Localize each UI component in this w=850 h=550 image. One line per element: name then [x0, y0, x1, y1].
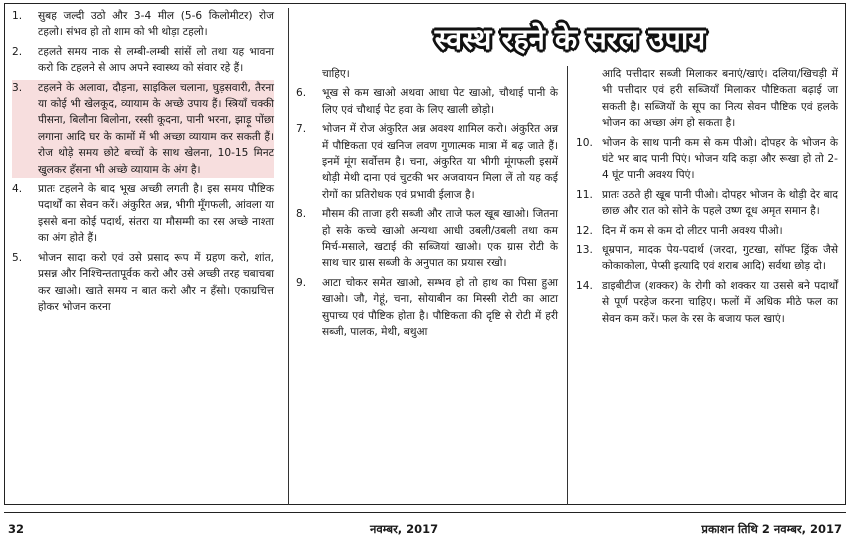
item-5-continued: चाहिए।: [322, 68, 350, 80]
list-item-3: [12, 80, 274, 178]
item-9-continued: आदि पत्तीदार सब्जी मिलाकर बनाएं/खाएं। दलिया/खिचड़ी में भी पत्तीदार एवं हरी सब्जियाँ मिलाकर पौष्टिकता बढ़ाई जा सकती है। सब्जियों के सूप का नित्य सेवन पौष्टिक एवं हलके भोजन का अच्छा अंग हो सकता है।: [602, 68, 838, 130]
page-number: 32: [8, 522, 25, 536]
list-item-4: [12, 181, 274, 247]
item-number: 3.: [12, 81, 23, 94]
item-number: 1.: [12, 10, 23, 22]
list-item-2: [12, 44, 274, 77]
item-text: आटा चोकर समेत खाओ, सम्भव हो तो हाथ का पिसा हुआ खाओ। जौ, गेहूं, चना, सोयाबीन का मिस्सी रोटी का आटा सुपाच्य एवं पौष्टिक होता है। पौष्टिकता की दृष्टि से रोटी में हरी सब्जी, पालक, मेथी, बथुआ: [322, 276, 558, 339]
item-number: 5.: [12, 251, 23, 264]
column-2: [296, 66, 558, 344]
list-item-12: [576, 223, 838, 239]
item-text: धूम्रपान, मादक पेय-पदार्थ (जरदा, गुटखा, सॉफ्ट ड्रिंक जैसे कोकाकोला, पेप्सी इत्यादि एवं शराब आदि) सर्वथा छोड़ दो।: [602, 244, 838, 273]
item-text: प्रातः उठते ही खूब पानी पीओ। दोपहर भोजन के थोड़ी देर बाद छाछ और रात को सोने के पहले उष्ण दूध अमृत समान है।: [602, 188, 838, 218]
footer-publication-date: प्रकाशन तिथि 2 नवम्बर, 2017: [701, 522, 842, 536]
item-text: भोजन में रोज अंकुरित अन्न अवश्य शामिल करो। अंकुरित अन्न में पौष्टिकता एवं खनिज लवण गुणात्मक मात्रा में बढ़ जाते हैं। इनमें मूंग सर्वोत्तम है। चना, अंकुरित या भीगी मूंगफली इसमें थोड़ी मेथी दाना एवं चुटकी भर अजवायन मिला लें तो यह कई रोगों का प्रतिरोधक एवं प्रभावी ईलाज है।: [322, 123, 558, 201]
item-text: सुबह जल्दी उठो और 3-4 मील (5-6 किलोमीटर) रोज टहलो। संभव हो तो शाम को भी थोड़ा टहलो।: [38, 10, 274, 39]
item-number: 6.: [296, 87, 307, 100]
item-text: भोजन सादा करो एवं उसे प्रसाद रूप में ग्रहण करो, शांत, प्रसन्न और निश्चिन्ततापूर्वक करो और उसे अच्छी तरह चबाचबा कर खाओ। खाते समय न बात करो और न हँसो। एकाग्रचित्त होकर भोजन करना: [38, 251, 274, 313]
list-item-14: [576, 278, 838, 327]
list-item-7: [296, 121, 558, 203]
item-text: प्रातः टहलने के बाद भूख अच्छी लगती है। इस समय पौष्टिक पदार्थों का सेवन करें। अंकुरित अन्न, भीगी मूँगफली, आंवला या इससे बना कोई पदार्थ, संतरा या मौसम्मी का रस अच्छे नाश्ता का अंग होते हैं।: [38, 183, 274, 245]
list-item-11: [576, 187, 838, 220]
column-1: [12, 8, 274, 318]
item-text: डाइबीटीज (शक्कर) के रोगी को शक्कर या उससे बने पदार्थों से पूर्ण परहेज करना चाहिए। फलों में अधिक मीठे फल का सेवन कम करें। फल के रस के बजाय फल खाएं।: [602, 279, 838, 325]
item-text: भोजन के साथ पानी कम से कम पीओ। दोपहर के भोजन के घंटे भर बाद पानी पिएं। भोजन यदि कड़ा और रूखा हो तो 2-4 घूंट पानी अवश्य पिएं।: [602, 136, 838, 182]
list-item-1: [12, 8, 274, 41]
column-divider-1: [288, 8, 289, 505]
item-number: 11.: [576, 188, 593, 201]
item-text: टहलने के अलावा, दौड़ना, साइकिल चलाना, घुड़सवारी, तैरना या कोई भी खेलकूद, व्यायाम के अच्छे उपाय हैं। स्त्रियाँ चक्की पीसना, बिलौना बिलोना, रस्सी कूदना, पानी भरना, झाड़ू पोंछा लगाना आदि घर के कामों में भी अच्छा व्यायाम कर सकती हैं। रोज थोड़े समय छोटे बच्चों के साथ खेलना, 10-15 मिनट खुलकर हँसना भी अच्छे व्यायाम के अंग है।: [38, 81, 274, 176]
item-number: 8.: [296, 208, 307, 221]
item-number: 13.: [576, 244, 593, 257]
footer-month: नवम्बर, 2017: [370, 522, 439, 536]
item-number: 12.: [576, 224, 593, 237]
item-number: 4.: [12, 183, 23, 196]
item-number: 10.: [576, 136, 593, 149]
item-number: 2.: [12, 45, 23, 58]
item-text: टहलते समय नाक से लम्बी-लम्बी सांसें लो तथा यह भावना करो कि टहलने से आप अपने स्वास्थ्य को संवार रहे हैं।: [38, 45, 274, 75]
list-item-13: [576, 242, 838, 275]
list-item-10: [576, 135, 838, 184]
list-item-6: [296, 85, 558, 118]
item-text: मौसम की ताजा हरी सब्जी और ताजे फल खूब खाओ। जितना हो सके कच्चे खाओ अन्यथा आधी उबली/उबली तथा कम मिर्च-मसाले, खटाई की सब्जियां खाओ। एक ग्रास रोटी के साथ चार ग्रास सब्जी के अनुपात का प्रयास रखो।: [322, 208, 558, 270]
article-title: स्वस्थ रहने के सरल उपाय: [434, 21, 706, 56]
column-divider-2: [567, 66, 568, 505]
item-number: 14.: [576, 279, 593, 292]
list-item-5: [12, 250, 274, 316]
item-number: 9.: [296, 276, 307, 289]
item-text: भूख से कम खाओ अथवा आधा पेट खाओ, चौथाई पानी के लिए एवं चौथाई पेट हवा के लिए खाली छोड़ो।: [322, 87, 558, 116]
item-number: 7.: [296, 123, 307, 136]
list-item-9: [296, 275, 558, 341]
column-3: [576, 66, 838, 330]
list-item-8: [296, 206, 558, 272]
item-text: दिन में कम से कम दो लीटर पानी अवश्य पीओ।: [602, 224, 783, 237]
footer-rule: [4, 512, 846, 513]
